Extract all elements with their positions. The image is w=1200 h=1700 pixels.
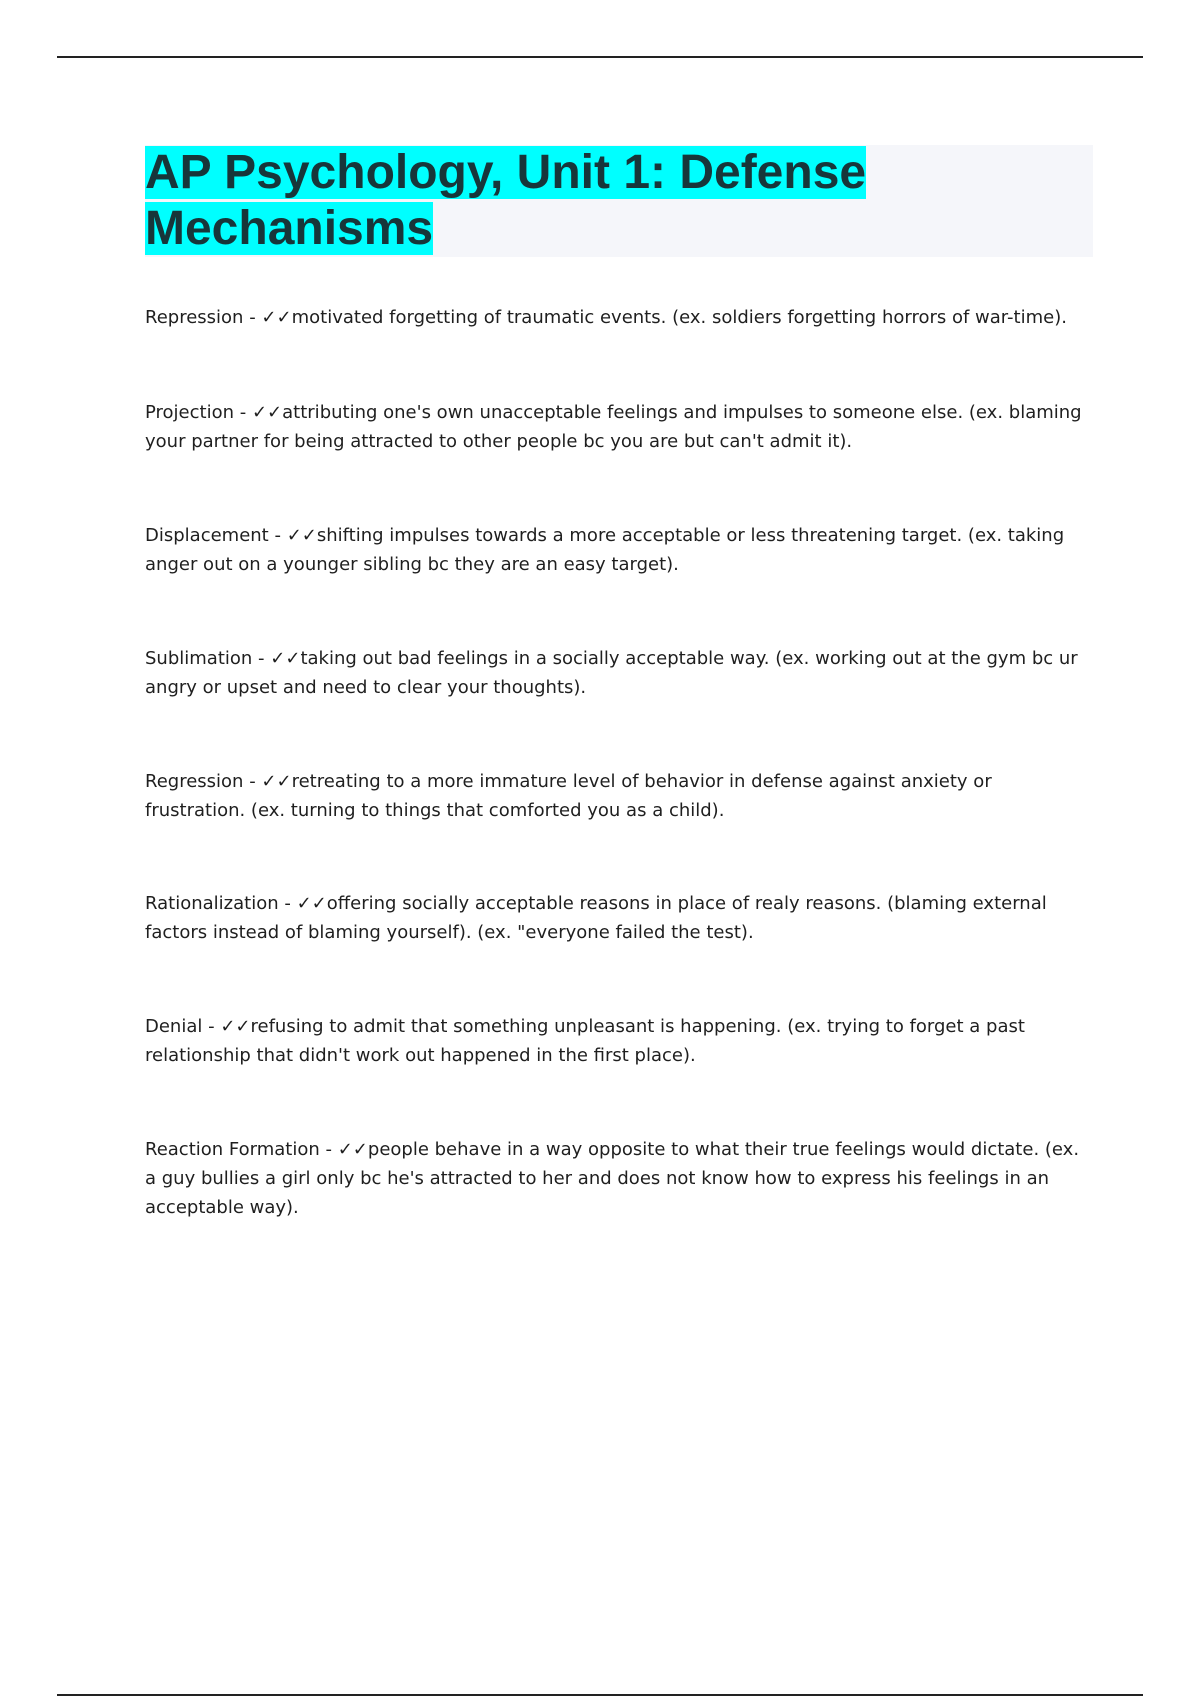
page-title [145, 145, 1045, 257]
entry-displacement [145, 521, 1095, 579]
page-title-text: AP Psychology, Unit 1: Defense Mechanisms [145, 146, 867, 255]
term: Denial [145, 1016, 203, 1037]
definition: retreating to a more immature level of behavior in defense against anxiety or frustration. (ex. turning to things that comforted you as a child). [145, 771, 992, 821]
bottom-divider [57, 1694, 1143, 1696]
term: Rationalization [145, 893, 279, 914]
term: Displacement [145, 525, 269, 546]
separator: - [319, 1139, 338, 1160]
term: Regression [145, 771, 244, 792]
entry-regression [145, 767, 1095, 825]
separator: - [243, 771, 262, 792]
definition: offering socially acceptable reasons in place of realy reasons. (blaming external factors instead of blaming yourself). (ex. "everyone failed the test). [145, 893, 1047, 943]
term: Projection [145, 402, 235, 423]
separator: - [252, 648, 271, 669]
entry-repression [145, 303, 1095, 332]
entry-denial [145, 1012, 1095, 1070]
separator: - [243, 307, 262, 328]
separator: - [202, 1016, 221, 1037]
check-marks-icon: ✓✓ [261, 307, 292, 328]
check-marks-icon: ✓✓ [220, 1016, 251, 1037]
check-marks-icon: ✓✓ [337, 1139, 368, 1160]
check-marks-icon: ✓✓ [296, 893, 327, 914]
check-marks-icon: ✓✓ [251, 402, 283, 423]
term: Sublimation [145, 648, 253, 669]
definition: refusing to admit that something unpleasant is happening. (ex. trying to forget a past relationship that didn't work out happened in the first place). [145, 1016, 1025, 1066]
entry-sublimation [145, 644, 1095, 702]
definition: shifting impulses towards a more acceptable or less threatening target. (ex. taking anger out on a younger sibling bc they are an easy target). [145, 525, 1065, 575]
definition: motivated forgetting of traumatic events. (ex. soldiers forgetting horrors of war-time). [291, 307, 1067, 328]
definition: attributing one's own unacceptable feelings and impulses to someone else. (ex. blaming your partner for being attracted to other people bc you are but can't admit it). [145, 402, 1082, 452]
separator: - [278, 893, 297, 914]
check-marks-icon: ✓✓ [270, 648, 301, 669]
check-marks-icon: ✓✓ [261, 771, 292, 792]
separator: - [268, 525, 287, 546]
top-divider [57, 56, 1143, 58]
entry-rationalization [145, 889, 1095, 947]
check-marks-icon: ✓✓ [286, 525, 317, 546]
entry-projection [145, 398, 1095, 456]
separator: - [234, 402, 252, 423]
term: Repression [145, 307, 244, 328]
entry-reaction-formation [145, 1135, 1095, 1222]
definition: people behave in a way opposite to what their true feelings would dictate. (ex. a guy bullies a girl only bc he's attracted to her and does not know how to express his feelings in an acceptable way). [145, 1139, 1080, 1218]
definition: taking out bad feelings in a socially acceptable way. (ex. working out at the gym bc ur angry or upset and need to clear your thoughts). [145, 648, 1078, 698]
term: Reaction Formation [145, 1139, 320, 1160]
